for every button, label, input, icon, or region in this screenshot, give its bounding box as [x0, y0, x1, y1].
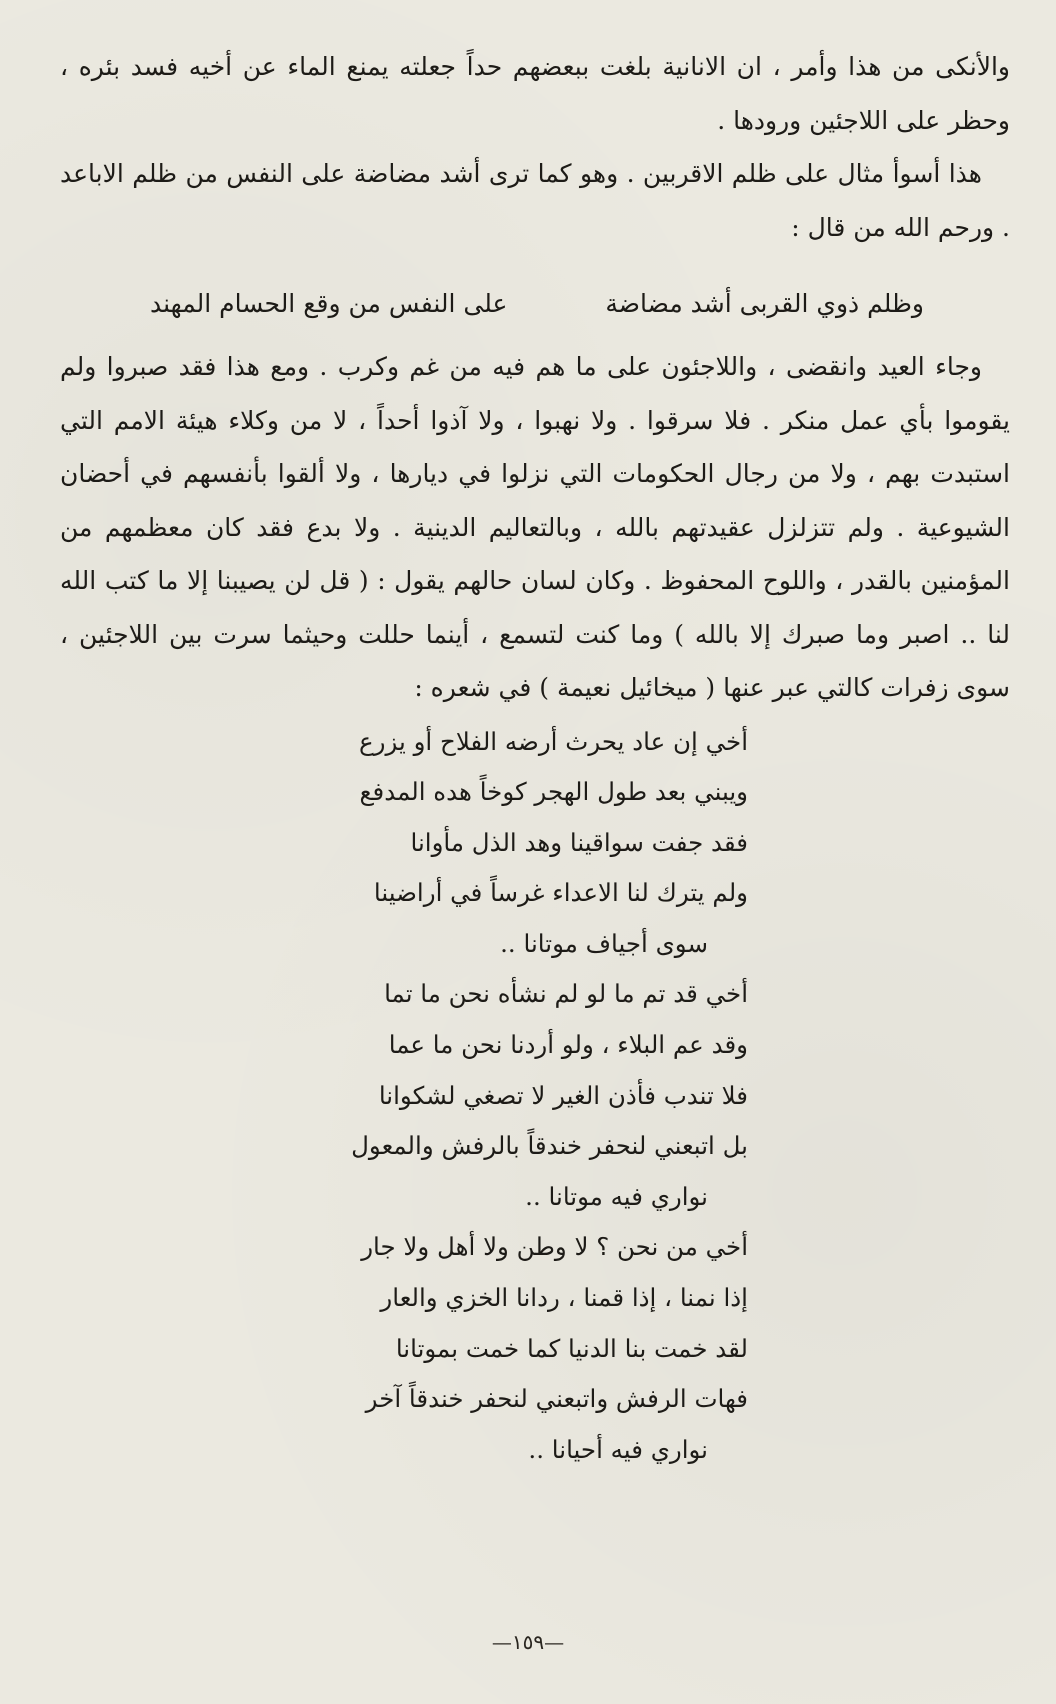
poem-line: ويبني بعد طول الهجر كوخاً هده المدفع: [359, 777, 748, 807]
poem-line: أخي إن عاد يحرث أرضه الفلاح أو يزرع: [359, 726, 748, 756]
poem-refrain: نواري فيه أحيانا ..: [528, 1434, 708, 1464]
poem-line: فهات الرفش واتبعني لنحفر خندقاً آخر: [365, 1384, 748, 1414]
poem-line: وقد عم البلاء ، ولو أردنا نحن ما عما: [388, 1030, 748, 1060]
poem-line: أخي من نحن ؟ لا وطن ولا أهل ولا جار: [361, 1232, 748, 1262]
poem-refrain: سوى أجياف موتانا ..: [500, 928, 708, 958]
poem-line: فقد جفت سواقينا وهد الذل مأوانا: [410, 827, 748, 857]
paragraph-2: هذا أسوأ مثال على ظلم الاقربين . وهو كما ترى أشد مضاضة على النفس من ظلم الاباعد . ورحم الله من قال :: [60, 159, 1010, 242]
poem-refrain: نواري فيه موتانا ..: [525, 1181, 708, 1211]
quoted-verse: [150, 280, 924, 328]
paragraph-1: والأنكى من هذا وأمر ، ان الانانية بلغت ببعضهم حداً جعلته يمنع الماء عن أخيه فسد بئره ، وحظر على اللاجئين ورودها .: [60, 52, 1010, 135]
poem-line: أخي قد تم ما لو لم نشأه نحن ما تما: [384, 979, 748, 1009]
poem-line: إذا نمنا ، إذا قمنا ، ردانا الخزي والعار: [380, 1283, 748, 1313]
verse-second-half: على النفس من وقع الحسام المهند: [150, 289, 508, 318]
poem-line: فلا تندب فأذن الغير لا تصغي لشكوانا: [378, 1080, 748, 1110]
verse-first-half: وظلم ذوي القربى أشد مضاضة: [605, 289, 924, 318]
poem: [60, 717, 1010, 1476]
paragraph-3: وجاء العيد وانقضى ، واللاجئون على ما هم فيه من غم وكرب . ومع هذا فقد صبروا ولم يقوموا بأي عمل منكر . فلا سرقوا . ولا نهبوا ، ولا آذوا أحداً ، لا من وكلاء هيئة الامم التي استبدت بهم ، ولا من رجال الحكومات التي نزلوا في ديارها ، ولا ألقوا بأنفسهم في أحضان الشيوعية . ولم تتزلزل عقيدتهم بالله ، وبالتعاليم الدينية . ولا بدع فقد كان معظمهم من المؤمنين بالقدر ، واللوح المحفوظ . وكان لسان حالهم يقول : ( قل لن يصيبنا إلا ما كتب الله لنا .. اصبر وما صبرك إلا بالله ) وما كنت لتسمع ، أينما حللت وحيثما سرت بين اللاجئين ، سوى زفرات كالتي عبر عنها ( ميخائيل نعيمة ) في شعره :: [60, 352, 1010, 702]
page-number: —١٥٩—: [491, 1630, 565, 1654]
poem-line: لقد خمت بنا الدنيا كما خمت بموتانا: [395, 1333, 748, 1363]
poem-line: بل اتبعني لنحفر خندقاً بالرفش والمعول: [351, 1131, 748, 1161]
poem-line: ولم يترك لنا الاعداء غرساً في أراضينا: [373, 878, 748, 908]
page-text: [60, 40, 1010, 1475]
